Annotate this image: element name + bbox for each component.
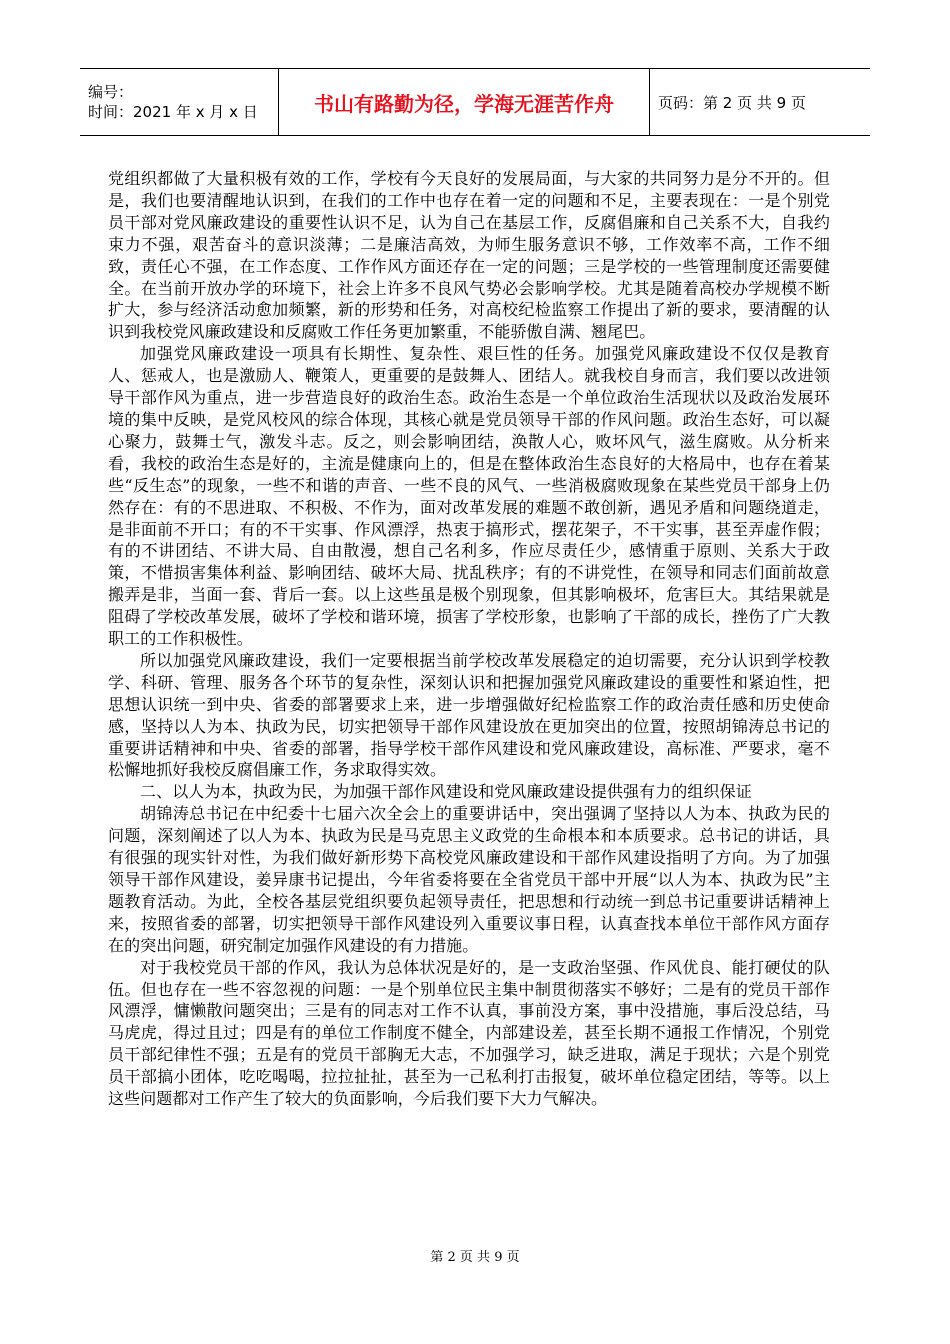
section-heading: 二、以人为本，执政为民，为加强干部作风建设和党风廉政建设提供强有力的组织保证 (140, 782, 752, 802)
body-paragraph: 所以加强党风廉政建设，我们一定要根据当前学校改革发展稳定的迫切需要，充分认识到学校教学、科研、管理、服务各个环节的复杂性，深刻认识和把握加强党风廉政建设的重要性和紧迫性，把思想认识统一到中央、省委的部署要求上来，进一步增强做好纪检监察工作的政治责任感和历史使命感，坚持以人为本、执政为民，切实把领导干部作风建设放在更加突出的位置，按照胡锦涛总书记的重要讲话精神和中央、省委的部署，指导学校干部作风建设和党风廉政建设，高标准、严要求，毫不松懈地抓好我校反腐倡廉工作，务求取得实效。 (108, 650, 830, 780)
header-meta (80, 69, 278, 135)
document-body (108, 168, 830, 1110)
body-paragraph: 对于我校党员干部的作风，我认为总体状况是好的，是一支政治坚强、作风优良、能打硬仗的队伍。但也存在一些不容忽视的问题：一是个别单位民主集中制贯彻落实不够好；二是有的党员干部作风漂浮，慵懒散问题突出；三是有的同志对工作不认真，事前没方案，事中没措施，事后没总结，马马虎虎，得过且过；四是有的单位工作制度不健全，内部建设差，甚至长期不通报工作情况，个别党员干部纪律性不强；五是有的党员干部胸无大志，不加强学习，缺乏进取，满足于现状；六是个别党员干部搞小团体，吃吃喝喝，拉拉扯扯，甚至为一己私利打击报复，破坏单位稳定团结，等等。以上这些问题都对工作产生了较大的负面影响，今后我们要下大力气解决。 (108, 957, 830, 1109)
page-footer: 第 2 页 共 9 页 (430, 1250, 520, 1265)
document-number-label: 编号： (88, 83, 134, 101)
document-date-label: 时间：2021 年 x 月 x 日 (88, 103, 258, 121)
body-paragraph: 胡锦涛总书记在中纪委十七届六次全会上的重要讲话中，突出强调了坚持以人为本、执政为民的问题，深刻阐述了以人为本、执政为民是马克思主义政党的生命根本和本质要求。总书记的讲话，具有很强的现实针对性，为我们做好新形势下高校党风廉政建设和干部作风建设指明了方向。为了加强领导干部作风建设，姜异康书记提出，今年省委将要在全省党员干部中开展“以人为本、执政为民”主题教育活动。为此，全校各基层党组织要负起领导责任，把思想和行动统一到总书记重要讲话精神上来，按照省委的部署，切实把领导干部作风建设列入重要议事日程，认真查找本单位干部作风方面存在的突出问题，研究制定加强作风建设的有力措施。 (108, 804, 830, 955)
header-motto: 书山有路勤为径，学海无涯苦作舟 (278, 69, 650, 135)
body-paragraph: 党组织都做了大量积极有效的工作，学校有今天良好的发展局面，与大家的共同努力是分不开的。但是，我们也要清醒地认识到，在我们的工作中也存在着一定的问题和不足，主要表现在：一是个别党员干部对党风廉政建设的重要性认识不足，认为自己在基层工作，反腐倡廉和自己关系不大，自我约束力不强，艰苦奋斗的意识淡薄；二是廉洁高效，为师生服务意识不够，工作效率不高，工作不细致，责任心不强，在工作态度、工作作风方面还存在一定的问题；三是学校的一些管理制度还需要健全。在当前开放办学的环境下，社会上许多不良风气势必会影响学校。尤其是随着高校办学规模不断扩大，参与经济活动愈加频繁，新的形势和任务，对高校纪检监察工作提出了新的要求，要清醒的认识到我校党风廉政建设和反腐败工作任务更加繁重，不能骄傲自满、翘尾巴。 (108, 169, 830, 342)
page-header (80, 68, 870, 136)
header-page-info: 页码：第 2 页 共 9 页 (658, 93, 806, 112)
body-paragraph: 加强党风廉政建设一项具有长期性、复杂性、艰巨性的任务。加强党风廉政建设不仅仅是教育人、惩戒人，也是激励人、鞭策人，更重要的是鼓舞人、团结人。就我校自身而言，我们要以改进领导干部作风为重点，进一步营造良好的政治生态。政治生态是一个单位政治生活现状以及政治发展环境的集中反映，是党风校风的综合体现，其核心就是党员领导干部的作风问题。政治生态好，可以凝心聚力，鼓舞士气，激发斗志。反之，则会影响团结，涣散人心，败坏风气，滋生腐败。从分析来看，我校的政治生态是好的，主流是健康向上的，但是在整体政治生态良好的大格局中，也存在着某些“反生态”的现象，一些不和谐的声音、一些不良的风气、一些消极腐败现象在某些党员干部身上仍然存在：有的不思进取、不积极、不作为，面对改革发展的难题不敢创新，遇见矛盾和问题绕道走，是非面前不开口；有的不干实事、作风漂浮，热衷于搞形式，摆花架子，不干实事，甚至弄虚作假；有的不讲团结、不讲大局、自由散漫，想自己名利多，作应尽责任少，感情重于原则、关系大于政策，不惜损害集体利益、影响团结、破坏大局、扰乱秩序；有的不讲党性，在领导和同志们面前故意搬弄是非，当面一套、背后一套。以上这些虽是极个别现象，但其影响极坏，危害巨大。其结果就是阻碍了学校改革发展，破坏了学校和谐环境，损害了学校形象，也影响了干部的成长，挫伤了广大教职工的工作积极性。 (108, 344, 830, 649)
